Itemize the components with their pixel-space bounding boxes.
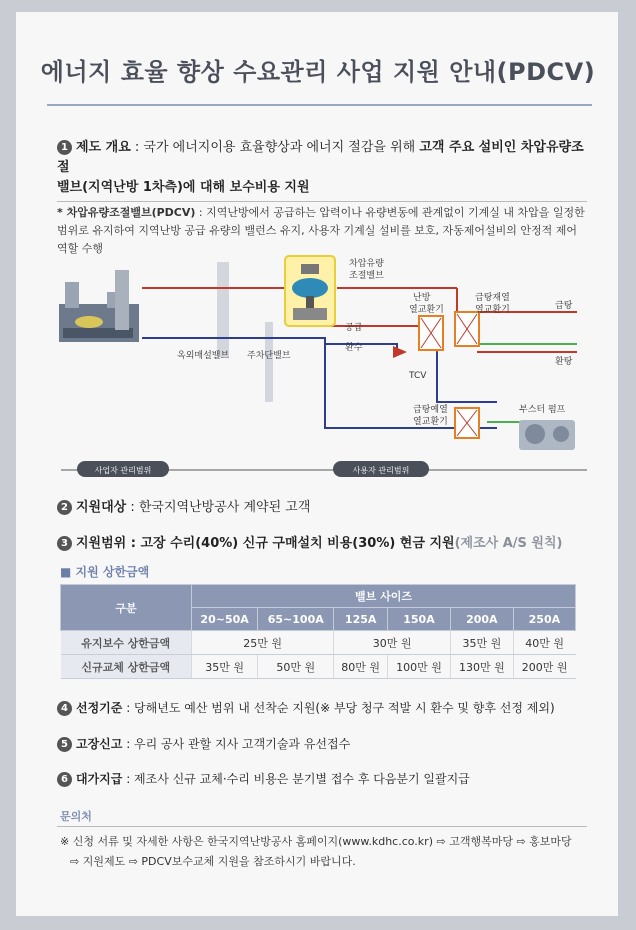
pdcv-note-label: * 차압유량조절밸브(PDCV) bbox=[57, 206, 196, 219]
booster-pump-icon bbox=[519, 420, 575, 450]
title-divider bbox=[47, 104, 592, 106]
contact-heading: 문의처 bbox=[60, 810, 92, 823]
replacement-v5: 130만 원 bbox=[450, 655, 513, 679]
contact-line-2: ⇨ 지원제도 ⇨ PDCV보수교체 지원을 참조하시기 바랍니다. bbox=[70, 855, 356, 868]
svg-text:급탕: 급탕 bbox=[555, 301, 573, 311]
maintenance-label: 유지보수 상한금액 bbox=[61, 631, 192, 655]
replacement-v3: 80만 원 bbox=[334, 655, 388, 679]
tcv-valve-icon bbox=[393, 346, 407, 358]
section-report bbox=[57, 734, 350, 754]
replacement-v6: 200만 원 bbox=[513, 655, 575, 679]
size-6: 250A bbox=[513, 608, 575, 631]
overview-bold-2: 밸브(지역난방 1차측)에 대해 보수비용 지원 bbox=[57, 180, 310, 195]
contact-divider bbox=[57, 826, 587, 827]
page-title: 에너지 효율 향상 수요관리 사업 지원 안내(PDCV) bbox=[40, 58, 596, 86]
wall-1 bbox=[217, 262, 229, 357]
replacement-v4: 100만 원 bbox=[388, 655, 451, 679]
svg-text:열교환기: 열교환기 bbox=[409, 305, 444, 315]
number-badge-2: 2 bbox=[57, 500, 72, 515]
overview-bold-1: 고객 주요 설비인 차압유량조절 bbox=[57, 140, 584, 175]
number-badge-5: 5 bbox=[57, 737, 72, 752]
table-row bbox=[61, 655, 576, 679]
size-4: 150A bbox=[388, 608, 451, 631]
scope-label: 지원범위 bbox=[76, 536, 127, 551]
svg-text:환탕: 환탕 bbox=[555, 357, 573, 367]
svg-text:부스터 펌프: 부스터 펌프 bbox=[519, 405, 566, 415]
number-badge-3: 3 bbox=[57, 536, 72, 551]
size-2: 65~100A bbox=[258, 608, 334, 631]
section-payment bbox=[57, 769, 470, 789]
svg-text:열교환기: 열교환기 bbox=[475, 305, 510, 315]
svg-text:사용자 관리범위: 사용자 관리범위 bbox=[352, 466, 410, 475]
size-1: 20~50A bbox=[192, 608, 258, 631]
overview-text: : 국가 에너지이용 효율향상과 에너지 절감을 위해 bbox=[130, 140, 420, 155]
section-target bbox=[57, 498, 310, 518]
maintenance-v4: 40만 원 bbox=[513, 631, 575, 655]
svg-text:TCV: TCV bbox=[409, 371, 427, 381]
maintenance-v1: 25만 원 bbox=[192, 631, 334, 655]
replacement-v1: 35만 원 bbox=[192, 655, 258, 679]
report-text: : 우리 공사 관할 지사 고객기술과 유선접수 bbox=[122, 737, 351, 751]
scope-text: : 고장 수리(40%) 신규 구매설치 비용(30%) 현금 지원 bbox=[126, 536, 455, 551]
size-5: 200A bbox=[450, 608, 513, 631]
criteria-label: 선정기준 bbox=[76, 701, 123, 715]
replacement-v2: 50만 원 bbox=[258, 655, 334, 679]
section-overview bbox=[57, 138, 592, 198]
svg-text:급탕예열: 급탕예열 bbox=[413, 405, 448, 415]
svg-text:환수: 환수 bbox=[345, 343, 363, 353]
number-badge-6: 6 bbox=[57, 772, 72, 787]
pdcv-note bbox=[57, 204, 587, 258]
svg-text:옥외매설밸브: 옥외매설밸브 bbox=[177, 351, 230, 361]
svg-text:차압유량: 차압유량 bbox=[349, 259, 384, 269]
note-divider bbox=[57, 201, 587, 202]
table-row bbox=[61, 631, 576, 655]
wall-2 bbox=[265, 322, 273, 402]
svg-text:급탕재열: 급탕재열 bbox=[475, 293, 510, 303]
criteria-text: : 당해년도 예산 범위 내 선착순 지원(※ 부당 청구 적발 시 환수 및 향후 선정 제외) bbox=[122, 701, 555, 715]
svg-text:공급: 공급 bbox=[345, 323, 363, 333]
size-header: 밸브 사이즈 bbox=[192, 585, 576, 608]
chimney-icon bbox=[115, 270, 129, 330]
size-3: 125A bbox=[334, 608, 388, 631]
pdcv-note-text: : 지역난방에서 공급하는 압력이나 유량변동에 관계없이 기계실 내 차압을 일정한 범위로 유지하여 지역난방 공급 유량의 밸런스 유지, 사용자 기계실 설비를 보호, 자동제어설비의 안정적 제어 역할 수행 bbox=[57, 206, 585, 255]
target-text: : 한국지역난방공사 계약된 고객 bbox=[126, 500, 311, 515]
contact-info bbox=[60, 832, 590, 872]
section-scope bbox=[57, 534, 562, 554]
col-group-header: 구분 bbox=[61, 585, 192, 631]
pdcv-diagram bbox=[57, 252, 592, 480]
number-badge-4: 4 bbox=[57, 701, 72, 716]
svg-text:열교환기: 열교환기 bbox=[413, 417, 448, 427]
report-label: 고장신고 bbox=[76, 737, 123, 751]
svg-text:난방: 난방 bbox=[413, 293, 431, 303]
maintenance-v2: 30만 원 bbox=[334, 631, 451, 655]
support-table-heading: ■ 지원 상한금액 bbox=[60, 565, 150, 579]
replacement-label: 신규교체 상한금액 bbox=[61, 655, 192, 679]
scope-note: (제조사 A/S 원칙) bbox=[454, 536, 563, 551]
payment-text: : 제조사 신규 교체·수리 비용은 분기별 접수 후 다음분기 일괄지급 bbox=[122, 772, 470, 786]
svg-text:조절밸브: 조절밸브 bbox=[349, 271, 384, 281]
payment-label: 대가지급 bbox=[76, 772, 123, 786]
maintenance-v3: 35만 원 bbox=[450, 631, 513, 655]
svg-text:주차단밸브: 주차단밸브 bbox=[247, 351, 291, 361]
svg-text:사업자 관리범위: 사업자 관리범위 bbox=[94, 466, 152, 475]
number-badge-1: 1 bbox=[57, 140, 72, 155]
contact-line-1: ※ 신청 서류 및 자세한 사항은 한국지역난방공사 홈페이지(www.kdhc.co.kr) ⇨ 고객행복마당 ⇨ 홍보마당 bbox=[60, 835, 572, 848]
support-table bbox=[60, 584, 576, 679]
section-criteria bbox=[57, 698, 555, 718]
target-label: 지원대상 bbox=[76, 500, 127, 515]
overview-label: 제도 개요 bbox=[76, 140, 131, 155]
